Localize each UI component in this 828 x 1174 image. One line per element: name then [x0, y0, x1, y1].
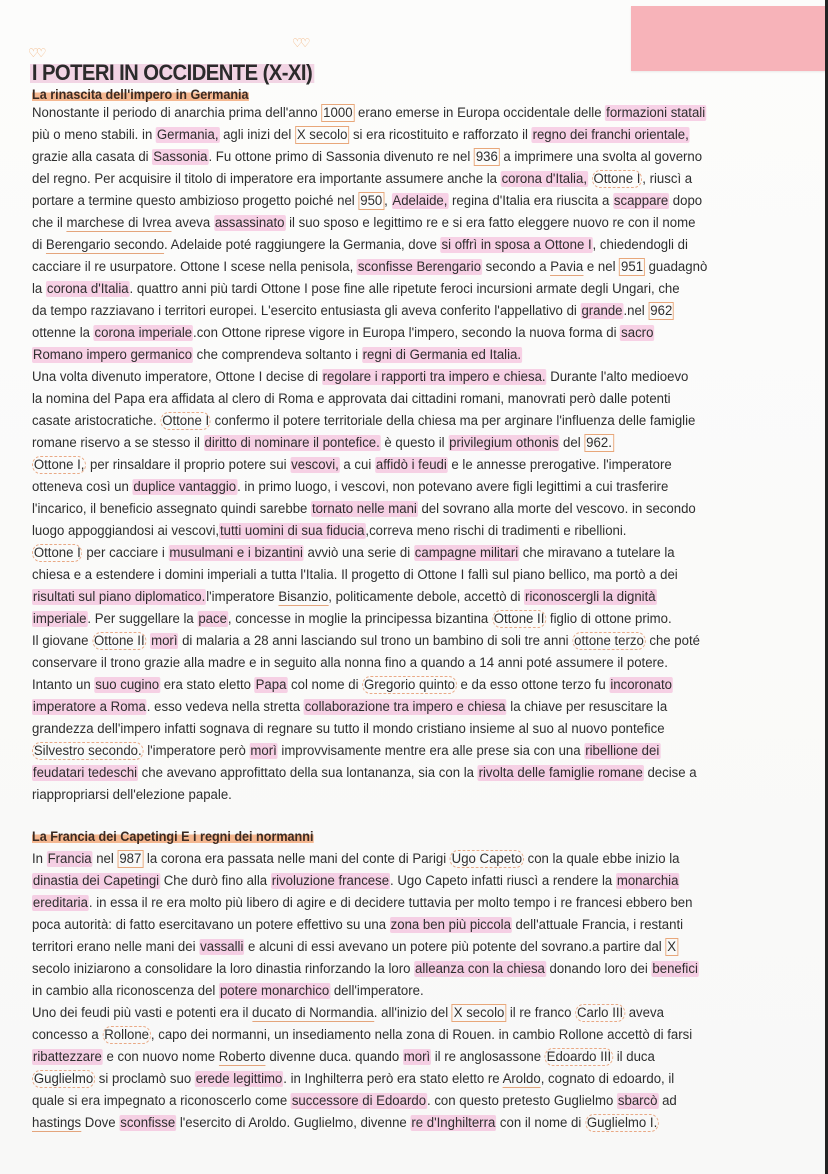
text-line: [32, 412, 695, 430]
highlighted-text: imperiale: [32, 611, 87, 627]
highlighted-text: feudatari tedeschi: [32, 765, 138, 781]
text-segment: del sovrano alla morte del vescovo. in secondo: [417, 501, 696, 517]
text-segment: aveva: [625, 1005, 664, 1021]
text-line: [32, 1114, 659, 1132]
section-heading: [32, 86, 249, 102]
boxed-text: X secolo: [453, 1005, 505, 1021]
text-line: [32, 302, 674, 320]
text-segment: , riuscì a: [642, 171, 693, 187]
text-segment: era stato eletto: [160, 677, 255, 693]
text-segment: . Fu ottone primo di Sassonia divenuto re nel: [208, 149, 474, 165]
highlighted-text: vescovi,: [291, 457, 339, 473]
text-line: [32, 434, 614, 452]
text-segment: a imprimere una svolta al governo: [499, 149, 703, 165]
text-line: [32, 214, 695, 232]
text-line: [32, 170, 692, 188]
highlighted-text: ereditaria: [32, 895, 88, 911]
highlighted-text: morì: [403, 1049, 431, 1065]
highlighted-text: ribattezzare: [32, 1049, 102, 1065]
underlined-text: Bisanzio: [278, 589, 329, 605]
text-line: [32, 390, 671, 408]
highlighted-text: privilegium othonis: [449, 435, 559, 451]
highlighted-text: scappare: [613, 193, 669, 209]
boxed-text: 962.: [586, 435, 612, 451]
text-segment: dopo: [669, 193, 703, 209]
text-segment: . Per suggellare la: [87, 611, 198, 627]
text-segment: .con Ottone riprese vigore in Europa l'impero, secondo la nuova forma di: [193, 325, 621, 341]
text-line: [32, 720, 665, 738]
highlighted-text: collaborazione tra impero e chiesa: [304, 699, 506, 715]
text-segment: la corona era passata nelle mani del conte di Parigi: [143, 851, 450, 867]
text-line: [32, 588, 657, 606]
text-line: [32, 1092, 677, 1110]
boxed-text: 962: [650, 303, 673, 319]
highlighted-text: campagne militari: [414, 545, 519, 561]
text-line: [32, 478, 668, 496]
text-segment: portare a termine questo ambizioso progetto poiché nel: [32, 193, 359, 209]
text-line: [32, 654, 668, 672]
circled-text: Ottone II: [493, 611, 545, 627]
highlighted-text: diritto di nominare il pontefice.: [204, 435, 380, 451]
text-segment: regina d'Italia era riuscita a: [448, 193, 613, 209]
highlighted-text: si offrì in sposa a Ottone I: [441, 237, 592, 253]
highlighted-text: grande: [581, 303, 623, 319]
highlighted-text: sacro: [621, 325, 654, 341]
text-segment: che comprendeva soltanto i: [193, 347, 362, 363]
circled-text: Ugo Capeto: [451, 851, 523, 867]
pink-sticky-note: [631, 6, 828, 71]
page-title-text: I POTERI IN OCCIDENTE (X-XI): [31, 60, 313, 85]
boxed-text: 936: [475, 149, 498, 165]
underlined-text: Roberto: [218, 1049, 266, 1065]
underlined-text: ducato di Normandia: [252, 1005, 374, 1021]
highlighted-text: Romano impero germanico: [32, 347, 193, 363]
text-segment: , chiedendogli di: [592, 237, 688, 253]
text-segment: per rinsaldare il proprio potere sui: [86, 457, 291, 473]
underlined-text: hastings: [32, 1115, 82, 1131]
highlighted-text: rivoluzione francese: [271, 873, 390, 889]
boxed-text: X secolo: [296, 127, 348, 143]
text-segment: improvvisamente mentre era alle prese sia con una: [277, 743, 585, 759]
text-segment: . esso vedeva nella stretta: [146, 699, 304, 715]
text-segment: Intanto un: [32, 677, 95, 693]
text-line: [32, 1026, 692, 1044]
circled-text: ottone terzo: [574, 633, 644, 649]
highlighted-text: alleanza con la chiesa: [415, 961, 545, 977]
text-segment: che il: [32, 215, 67, 231]
highlighted-text: re d'Inghilterra: [411, 1115, 496, 1131]
highlighted-text: riconoscergli la dignità: [525, 589, 656, 605]
text-segment: e con nuovo nome: [102, 1049, 219, 1065]
boxed-text: X: [667, 939, 677, 955]
highlighted-text: dinastia dei Capetingi: [32, 873, 160, 889]
section-heading-text: La Francia dei Capetingi E i regni dei normanni: [32, 828, 314, 844]
text-segment: l'incarico, il beneficio assegnato quindi sarebbe: [32, 501, 312, 517]
text-line: [32, 456, 672, 474]
text-segment: nel: [92, 851, 118, 867]
text-line: [32, 148, 702, 166]
text-segment: grazie alla casata di: [32, 149, 153, 165]
highlighted-text: rivolta delle famiglie romane: [478, 765, 643, 781]
highlighted-text: risultati sul piano diplomatico.: [32, 589, 206, 605]
text-line: [32, 610, 672, 628]
text-segment: divenne duca. quando: [265, 1049, 403, 1065]
text-line: [32, 236, 688, 254]
text-segment: decise a: [643, 765, 697, 781]
highlighted-text: Papa: [255, 677, 287, 693]
text-line: [32, 872, 679, 890]
text-segment: di malaria a 28 anni lasciando sul trono un bambino di soli tre anni: [178, 633, 573, 649]
text-segment: col nome di: [287, 677, 363, 693]
text-line: [32, 324, 654, 342]
text-line: [32, 916, 683, 934]
text-line: [32, 850, 679, 868]
underlined-text: marchese di Ivrea: [66, 215, 172, 231]
text-segment: ,correva meno rischi di tradimenti e ribellioni.: [365, 523, 627, 539]
highlighted-text: tornato nelle mani: [311, 501, 417, 517]
circled-text: Rollone: [104, 1027, 150, 1043]
text-segment: ottenne la: [32, 325, 94, 341]
text-segment: Uno dei feudi più vasti e potenti era il: [32, 1005, 253, 1021]
text-segment: l'imperatore: [206, 589, 279, 605]
highlighted-text: regni di Germania ed Italia.: [362, 347, 522, 363]
text-segment: e le annesse prerogative. l'imperatore: [447, 457, 672, 473]
text-line: [32, 258, 707, 276]
section-heading-text: La rinascita dell'impero in Germania: [32, 86, 249, 102]
text-line: [32, 280, 680, 298]
circled-text: Ottone I,: [33, 457, 85, 473]
text-segment: dell'attuale Francia, i restanti: [511, 917, 684, 933]
highlighted-text: erede legittimo: [195, 1071, 283, 1087]
highlighted-text: Sassonia: [153, 149, 208, 165]
text-segment: . in Inghilterra però era stato eletto re: [283, 1071, 503, 1087]
text-segment: con il nome di: [496, 1115, 585, 1131]
text-segment: quale si era impegnato a riconoscerlo come: [32, 1093, 291, 1109]
text-segment: si era ricostituito e rafforzato il: [349, 127, 532, 143]
highlighted-text: Francia: [47, 851, 92, 867]
circled-text: Guglielmo I.: [586, 1115, 658, 1131]
highlighted-text: corona imperiale: [94, 325, 193, 341]
boxed-text: 1000: [323, 105, 353, 121]
text-segment: . con questo pretesto Guglielmo: [426, 1093, 617, 1109]
text-segment: che poté: [645, 633, 700, 649]
circled-text: Ottone II: [94, 633, 145, 649]
text-segment: ad: [658, 1093, 677, 1109]
highlighted-text: potere monarchico: [219, 983, 330, 999]
highlighted-text: assassinato: [214, 215, 285, 231]
text-segment: figlio di ottone primo.: [546, 611, 672, 627]
text-segment: in cambio alla riconoscenza del: [32, 983, 220, 999]
text-line: [32, 104, 706, 122]
text-segment: erano emerse in Europa occidentale delle: [354, 105, 606, 121]
text-segment: guadagnò: [644, 259, 708, 275]
text-segment: grandezza dell'impero infatti sognava di regnare su tutto il mondo cristiano insieme al suo al nuovo pontefice: [32, 721, 665, 737]
text-segment: Durante l'alto medioevo: [546, 369, 689, 385]
text-segment: la nomina del Papa era affidata al clero di Roma e approvata dai cittadini romani, manovrati però dalle potenti: [32, 391, 671, 407]
section-heading: [32, 828, 313, 844]
text-segment: riappropriarsi dell'elezione papale.: [32, 787, 232, 803]
highlighted-text: incoronato: [610, 677, 672, 693]
text-segment: secondo a: [481, 259, 551, 275]
highlighted-text: zona ben più piccola: [390, 917, 511, 933]
text-segment: otteneva così un: [32, 479, 133, 495]
hearts-doodle-icon: ♡♡: [28, 46, 44, 60]
text-segment: , cognato di edoardo, il: [540, 1071, 675, 1087]
circled-text: Ottone I: [593, 171, 641, 187]
circled-text: Guglielmo: [33, 1071, 94, 1087]
highlighted-text: pace: [198, 611, 227, 627]
text-segment: , concesse in moglie la principessa bizantina: [227, 611, 492, 627]
text-segment: confermo il potere territoriale della chiesa ma per arginare l'influenza delle famiglie: [211, 413, 696, 429]
text-segment: del: [559, 435, 585, 451]
text-line: [32, 500, 696, 518]
boxed-text: 951: [621, 259, 644, 275]
text-segment: Il giovane: [32, 633, 93, 649]
text-segment: cacciare il re usurpatore. Ottone I scese nella penisola,: [32, 259, 357, 275]
text-line: [32, 632, 700, 650]
text-segment: , politicamente debole, accettò di: [328, 589, 525, 605]
text-segment: l'esercito di Aroldo. Guglielmo, divenne: [176, 1115, 411, 1131]
text-segment: . in primo luogo, i vescovi, non potevano avere figli legittimi a cui trasferire: [237, 479, 669, 495]
text-segment: . quattro anni più tardi Ottone I pose fine alle ripetute feroci incursioni armate degli Ungari, che: [129, 281, 680, 297]
text-segment: . Adelaide poté raggiungere la Germania, dove: [164, 237, 441, 253]
text-segment: e nel: [583, 259, 620, 275]
text-segment: romane riservo a se stesso il: [32, 435, 204, 451]
text-segment: chiesa e a estendere i domini imperiali a tutta l'Italia. Il progetto di Ottone I fallì sul piano bellico, ma portò a dei: [32, 567, 678, 583]
underlined-text: Aroldo: [502, 1071, 541, 1087]
text-line: [32, 982, 424, 1000]
text-segment: il duca: [613, 1049, 655, 1065]
text-segment: e da esso ottone terzo fu: [456, 677, 610, 693]
text-segment: , capo dei normanni, un insediamento nella zona di Rouen. in cambio Rollone accettò di farsi: [150, 1027, 693, 1043]
text-line: [32, 1070, 674, 1088]
text-segment: conservare il trono grazie alla madre e in seguito alla nonna fino a quando a 14 anni poté assumere il potere.: [32, 655, 668, 671]
circled-text: Ottone I: [33, 545, 81, 561]
text-segment: avviò una serie di: [303, 545, 414, 561]
highlighted-text: successore di Edoardo: [291, 1093, 427, 1109]
text-segment: dell'imperatore.: [330, 983, 424, 999]
highlighted-text: monarchia: [616, 873, 679, 889]
text-segment: si proclamò suo: [95, 1071, 195, 1087]
highlighted-text: musulmani e i bizantini: [169, 545, 303, 561]
text-segment: In: [32, 851, 47, 867]
highlighted-text: corona d'Italia: [46, 281, 129, 297]
highlighted-text: sconfisse Berengario: [357, 259, 482, 275]
text-segment: con la quale ebbe inizio la: [523, 851, 680, 867]
text-segment: concesso a: [32, 1027, 103, 1043]
text-segment: poca autorità: di fatto esercitavano un potere effettivo su una: [32, 917, 390, 933]
highlighted-text: formazioni statali: [606, 105, 706, 121]
text-line: [32, 676, 673, 694]
text-line: [32, 1048, 655, 1066]
text-segment: l'imperatore però: [143, 743, 250, 759]
text-segment: . in essa il re era molto più libero di agire e di decidere tuttavia per molto tempo i re francesi ebbero ben: [88, 895, 693, 911]
highlighted-text: Germania,: [156, 127, 219, 143]
circled-text: Carlo III: [576, 1005, 624, 1021]
text-segment: che miravano a tutelare la: [519, 545, 675, 561]
highlighted-text: corona d'Italia,: [501, 171, 587, 187]
text-segment: aveva: [171, 215, 214, 231]
circled-text: Edoardo III: [546, 1049, 612, 1065]
text-segment: più o meno stabili. in: [32, 127, 156, 143]
text-segment: a cui: [339, 457, 375, 473]
highlighted-text: tutti uomini di sua fiducia: [219, 523, 365, 539]
text-segment: .nel: [623, 303, 649, 319]
text-line: [32, 938, 678, 956]
boxed-text: 950: [360, 193, 383, 209]
text-segment: . all'inizio del: [373, 1005, 452, 1021]
text-segment: luogo appoggiandosi ai vescovi,: [32, 523, 220, 539]
text-segment: che avevano approfittato della sua lontananza, sia con la: [138, 765, 478, 781]
highlighted-text: ribellione dei: [585, 743, 660, 759]
underlined-text: Pavia: [550, 259, 584, 275]
text-line: [32, 960, 699, 978]
text-segment: di: [32, 237, 46, 253]
highlighted-text: benefici: [652, 961, 698, 977]
text-segment: per cacciare i: [82, 545, 169, 561]
text-segment: del regno. Per acquisire il titolo di imperatore era importante assumere anche la: [32, 171, 501, 187]
highlighted-text: duplice vantaggio: [133, 479, 237, 495]
text-line: [32, 698, 667, 716]
text-segment: casate aristocratiche.: [32, 413, 161, 429]
text-segment: territori erano nelle mani dei: [32, 939, 200, 955]
highlighted-text: suo cugino: [95, 677, 160, 693]
circled-text: Ottone I: [162, 413, 210, 429]
highlighted-text: sconfisse: [120, 1115, 176, 1131]
highlighted-text: affidò i feudi: [375, 457, 447, 473]
text-segment: da tempo razziavano i territori europei. L'esercito entusiasta gli aveva conferito l'appellativo di: [32, 303, 581, 319]
highlighted-text: regno dei franchi orientale,: [532, 127, 689, 143]
text-segment: secolo iniziarono a consolidare la loro dinastia rinforzando la loro: [32, 961, 415, 977]
text-segment: la chiave per resuscitare la: [506, 699, 668, 715]
highlighted-text: Adelaide,: [392, 193, 448, 209]
text-segment: il suo sposo e legittimo re e si era fatto eleggere nuovo re con il nome: [285, 215, 696, 231]
text-line: [32, 764, 697, 782]
text-segment: donando loro dei: [545, 961, 652, 977]
text-line: [32, 368, 688, 386]
text-segment: il re franco: [506, 1005, 576, 1021]
highlighted-text: morì: [151, 633, 178, 649]
hearts-doodle-icon: ♡♡: [292, 36, 308, 50]
text-segment: ,: [384, 193, 392, 209]
highlighted-text: regolare i rapporti tra impero e chiesa.: [322, 369, 546, 385]
text-segment: agli inizi del: [219, 127, 295, 143]
text-line: [32, 1004, 664, 1022]
boxed-text: 987: [119, 851, 142, 867]
text-line: [32, 192, 702, 210]
text-line: [32, 522, 626, 540]
text-segment: Dove: [81, 1115, 120, 1131]
circled-text: Silvestro secondo.: [33, 743, 142, 759]
text-line: [32, 566, 678, 584]
text-line: [32, 894, 692, 912]
text-segment: Una volta divenuto imperatore, Ottone I decise di: [32, 369, 322, 385]
text-segment: è questo il: [380, 435, 449, 451]
underlined-text: Berengario secondo: [45, 237, 165, 253]
text-line: [32, 742, 660, 760]
circled-text: Gregorio quinto: [364, 677, 455, 693]
highlighted-text: vassalli: [200, 939, 244, 955]
text-line: [32, 544, 675, 562]
highlighted-text: sbarcò: [617, 1093, 658, 1109]
text-segment: . Ugo Capeto infatti riuscì a rendere la: [390, 873, 616, 889]
text-line: [32, 346, 522, 364]
highlighted-text: morì: [250, 743, 277, 759]
highlighted-text: imperatore a Roma: [32, 699, 146, 715]
text-segment: la: [32, 281, 46, 297]
text-segment: il re anglosassone: [431, 1049, 545, 1065]
text-segment: e alcuni di essi avevano un potere più potente del sovrano.a partire dal: [244, 939, 666, 955]
text-line: [32, 126, 690, 144]
text-line: [32, 786, 232, 804]
text-segment: Nonostante il periodo di anarchia prima dell'anno: [32, 105, 322, 121]
page-title: [30, 60, 314, 86]
text-segment: Che durò fino alla: [160, 873, 271, 889]
